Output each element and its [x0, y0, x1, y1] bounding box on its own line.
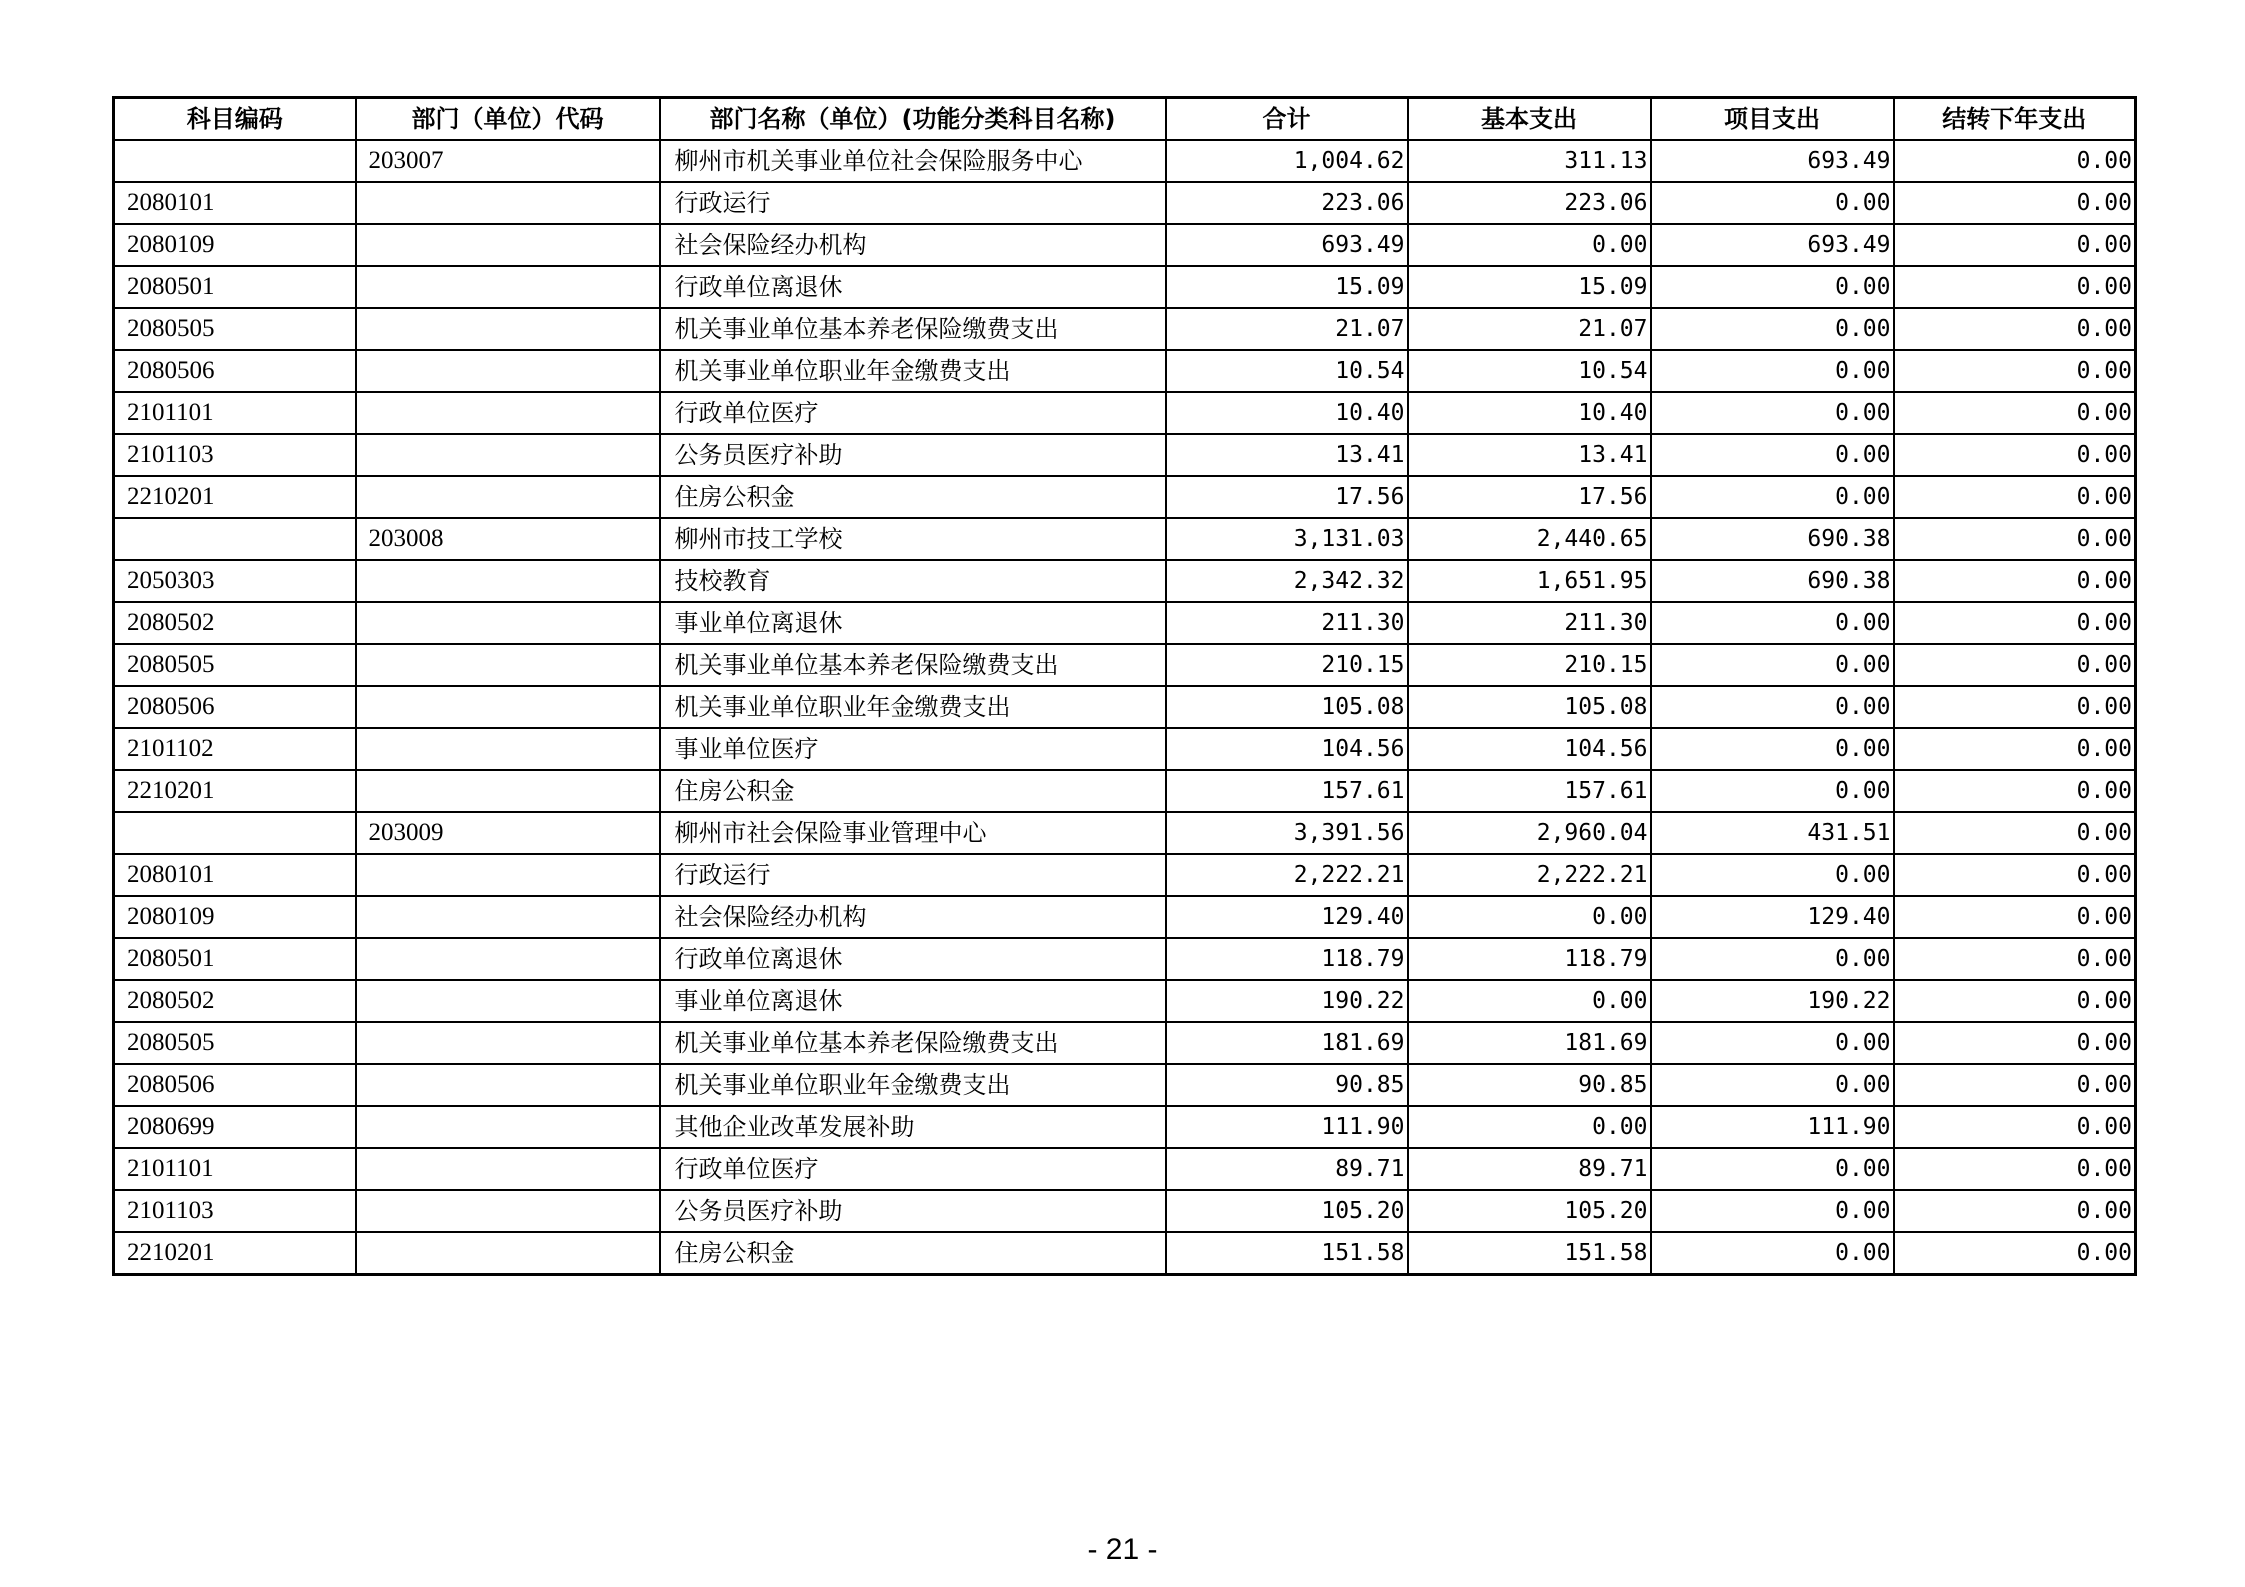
cell-total: 15.09	[1166, 266, 1408, 308]
cell-total: 211.30	[1166, 602, 1408, 644]
table-row	[114, 560, 2136, 602]
cell-dept-code	[356, 728, 660, 770]
cell-carryover-expense: 0.00	[1894, 224, 2136, 266]
table-row	[114, 182, 2136, 224]
cell-subject-code: 2210201	[114, 1232, 356, 1275]
cell-subject-code: 2101101	[114, 1148, 356, 1190]
page-number: - 21 -	[1087, 1533, 1158, 1566]
table-row-department	[114, 812, 2136, 854]
cell-dept-name: 事业单位离退休	[660, 980, 1166, 1022]
cell-project-expense: 0.00	[1651, 1148, 1894, 1190]
cell-subject-code: 2080101	[114, 854, 356, 896]
cell-basic-expense: 181.69	[1408, 1022, 1651, 1064]
cell-dept-code	[356, 1148, 660, 1190]
cell-carryover-expense: 0.00	[1894, 644, 2136, 686]
cell-total: 190.22	[1166, 980, 1408, 1022]
cell-project-expense: 693.49	[1651, 224, 1894, 266]
cell-subject-code: 2080505	[114, 1022, 356, 1064]
header-project-expense: 项目支出	[1651, 98, 1894, 141]
cell-carryover-expense: 0.00	[1894, 392, 2136, 434]
cell-carryover-expense: 0.00	[1894, 980, 2136, 1022]
cell-subject-code: 2101102	[114, 728, 356, 770]
cell-dept-code	[356, 266, 660, 308]
budget-table	[112, 96, 2137, 1276]
header-dept-name: 部门名称（单位）(功能分类科目名称)	[660, 98, 1166, 141]
header-subject-code: 科目编码	[114, 98, 356, 141]
table-row	[114, 602, 2136, 644]
cell-project-expense: 0.00	[1651, 938, 1894, 980]
cell-carryover-expense: 0.00	[1894, 854, 2136, 896]
cell-carryover-expense: 0.00	[1894, 1022, 2136, 1064]
cell-project-expense: 0.00	[1651, 854, 1894, 896]
cell-dept-name: 行政单位离退休	[660, 938, 1166, 980]
cell-subject-code: 2080505	[114, 308, 356, 350]
cell-project-expense: 0.00	[1651, 1022, 1894, 1064]
cell-dept-name: 住房公积金	[660, 770, 1166, 812]
cell-subject-code: 2080502	[114, 980, 356, 1022]
cell-basic-expense: 0.00	[1408, 896, 1651, 938]
cell-basic-expense: 17.56	[1408, 476, 1651, 518]
cell-basic-expense: 0.00	[1408, 1106, 1651, 1148]
cell-dept-code	[356, 392, 660, 434]
cell-carryover-expense: 0.00	[1894, 812, 2136, 854]
cell-subject-code: 2101103	[114, 434, 356, 476]
cell-dept-code	[356, 854, 660, 896]
cell-dept-name: 住房公积金	[660, 476, 1166, 518]
cell-dept-name: 其他企业改革发展补助	[660, 1106, 1166, 1148]
cell-carryover-expense: 0.00	[1894, 602, 2136, 644]
cell-subject-code: 2210201	[114, 476, 356, 518]
cell-project-expense: 0.00	[1651, 644, 1894, 686]
cell-dept-code	[356, 434, 660, 476]
cell-dept-name: 社会保险经办机构	[660, 224, 1166, 266]
cell-dept-code	[356, 476, 660, 518]
cell-dept-name: 事业单位医疗	[660, 728, 1166, 770]
cell-project-expense: 0.00	[1651, 476, 1894, 518]
cell-total: 21.07	[1166, 308, 1408, 350]
cell-basic-expense: 118.79	[1408, 938, 1651, 980]
cell-project-expense: 690.38	[1651, 518, 1894, 560]
cell-dept-code	[356, 770, 660, 812]
cell-dept-name: 机关事业单位基本养老保险缴费支出	[660, 308, 1166, 350]
cell-subject-code: 2080101	[114, 182, 356, 224]
cell-subject-code: 2080506	[114, 1064, 356, 1106]
table-row	[114, 1232, 2136, 1275]
cell-dept-code	[356, 1190, 660, 1232]
table-row	[114, 980, 2136, 1022]
cell-subject-code	[114, 812, 356, 854]
cell-basic-expense: 157.61	[1408, 770, 1651, 812]
cell-project-expense: 0.00	[1651, 434, 1894, 476]
cell-subject-code: 2101103	[114, 1190, 356, 1232]
table-row	[114, 896, 2136, 938]
header-basic-expense: 基本支出	[1408, 98, 1651, 141]
cell-dept-name: 机关事业单位职业年金缴费支出	[660, 1064, 1166, 1106]
cell-total: 105.08	[1166, 686, 1408, 728]
cell-dept-name: 机关事业单位职业年金缴费支出	[660, 686, 1166, 728]
cell-total: 223.06	[1166, 182, 1408, 224]
cell-total: 1,004.62	[1166, 140, 1408, 182]
cell-total: 13.41	[1166, 434, 1408, 476]
cell-dept-code	[356, 308, 660, 350]
cell-carryover-expense: 0.00	[1894, 728, 2136, 770]
cell-dept-name: 行政单位医疗	[660, 1148, 1166, 1190]
cell-carryover-expense: 0.00	[1894, 350, 2136, 392]
cell-dept-code	[356, 1232, 660, 1275]
cell-dept-code: 203008	[356, 518, 660, 560]
cell-dept-code	[356, 602, 660, 644]
cell-project-expense: 0.00	[1651, 1064, 1894, 1106]
cell-basic-expense: 90.85	[1408, 1064, 1651, 1106]
cell-basic-expense: 2,222.21	[1408, 854, 1651, 896]
cell-project-expense: 0.00	[1651, 770, 1894, 812]
cell-project-expense: 0.00	[1651, 686, 1894, 728]
table-row	[114, 770, 2136, 812]
cell-dept-name: 机关事业单位基本养老保险缴费支出	[660, 1022, 1166, 1064]
cell-subject-code: 2080506	[114, 350, 356, 392]
cell-total: 3,391.56	[1166, 812, 1408, 854]
cell-project-expense: 0.00	[1651, 308, 1894, 350]
cell-basic-expense: 151.58	[1408, 1232, 1651, 1275]
cell-total: 157.61	[1166, 770, 1408, 812]
cell-dept-name: 公务员医疗补助	[660, 434, 1166, 476]
cell-subject-code: 2080502	[114, 602, 356, 644]
cell-carryover-expense: 0.00	[1894, 896, 2136, 938]
cell-basic-expense: 89.71	[1408, 1148, 1651, 1190]
cell-project-expense: 690.38	[1651, 560, 1894, 602]
cell-dept-name: 住房公积金	[660, 1232, 1166, 1275]
table-row	[114, 350, 2136, 392]
cell-dept-code	[356, 560, 660, 602]
cell-basic-expense: 311.13	[1408, 140, 1651, 182]
cell-project-expense: 431.51	[1651, 812, 1894, 854]
cell-subject-code: 2080699	[114, 1106, 356, 1148]
table-row	[114, 1022, 2136, 1064]
cell-dept-name: 柳州市技工学校	[660, 518, 1166, 560]
cell-carryover-expense: 0.00	[1894, 1190, 2136, 1232]
cell-dept-code	[356, 182, 660, 224]
cell-dept-name: 机关事业单位职业年金缴费支出	[660, 350, 1166, 392]
cell-project-expense: 0.00	[1651, 350, 1894, 392]
cell-total: 181.69	[1166, 1022, 1408, 1064]
cell-total: 3,131.03	[1166, 518, 1408, 560]
cell-dept-name: 行政运行	[660, 854, 1166, 896]
cell-dept-code	[356, 350, 660, 392]
table-row	[114, 266, 2136, 308]
cell-basic-expense: 105.20	[1408, 1190, 1651, 1232]
cell-subject-code: 2080506	[114, 686, 356, 728]
table-row	[114, 938, 2136, 980]
cell-basic-expense: 211.30	[1408, 602, 1651, 644]
table-row	[114, 1190, 2136, 1232]
table-row-department	[114, 518, 2136, 560]
cell-total: 104.56	[1166, 728, 1408, 770]
cell-dept-name: 技校教育	[660, 560, 1166, 602]
cell-subject-code: 2210201	[114, 770, 356, 812]
cell-dept-name: 行政单位离退休	[660, 266, 1166, 308]
cell-subject-code: 2080109	[114, 224, 356, 266]
cell-carryover-expense: 0.00	[1894, 1106, 2136, 1148]
cell-total: 2,342.32	[1166, 560, 1408, 602]
cell-project-expense: 0.00	[1651, 1232, 1894, 1275]
cell-basic-expense: 105.08	[1408, 686, 1651, 728]
cell-basic-expense: 223.06	[1408, 182, 1651, 224]
cell-dept-name: 公务员医疗补助	[660, 1190, 1166, 1232]
table-row	[114, 854, 2136, 896]
cell-total: 17.56	[1166, 476, 1408, 518]
cell-basic-expense: 104.56	[1408, 728, 1651, 770]
cell-basic-expense: 0.00	[1408, 980, 1651, 1022]
table-row	[114, 644, 2136, 686]
cell-total: 105.20	[1166, 1190, 1408, 1232]
cell-basic-expense: 13.41	[1408, 434, 1651, 476]
cell-subject-code: 2101101	[114, 392, 356, 434]
cell-dept-code	[356, 644, 660, 686]
cell-project-expense: 0.00	[1651, 1190, 1894, 1232]
cell-total: 2,222.21	[1166, 854, 1408, 896]
cell-carryover-expense: 0.00	[1894, 434, 2136, 476]
budget-sheet	[112, 96, 2134, 1276]
cell-dept-code	[356, 1022, 660, 1064]
cell-basic-expense: 210.15	[1408, 644, 1651, 686]
cell-basic-expense: 10.54	[1408, 350, 1651, 392]
cell-total: 210.15	[1166, 644, 1408, 686]
table-row	[114, 476, 2136, 518]
cell-total: 693.49	[1166, 224, 1408, 266]
table-row-department	[114, 140, 2136, 182]
cell-carryover-expense: 0.00	[1894, 770, 2136, 812]
cell-carryover-expense: 0.00	[1894, 476, 2136, 518]
cell-carryover-expense: 0.00	[1894, 560, 2136, 602]
cell-dept-name: 柳州市社会保险事业管理中心	[660, 812, 1166, 854]
cell-dept-code: 203007	[356, 140, 660, 182]
cell-dept-code	[356, 1106, 660, 1148]
cell-total: 111.90	[1166, 1106, 1408, 1148]
cell-dept-code	[356, 686, 660, 728]
cell-carryover-expense: 0.00	[1894, 1232, 2136, 1275]
cell-project-expense: 693.49	[1651, 140, 1894, 182]
cell-subject-code: 2080505	[114, 644, 356, 686]
cell-dept-name: 行政单位医疗	[660, 392, 1166, 434]
cell-project-expense: 129.40	[1651, 896, 1894, 938]
cell-project-expense: 111.90	[1651, 1106, 1894, 1148]
cell-dept-code	[356, 938, 660, 980]
cell-project-expense: 190.22	[1651, 980, 1894, 1022]
cell-total: 90.85	[1166, 1064, 1408, 1106]
cell-basic-expense: 0.00	[1408, 224, 1651, 266]
cell-carryover-expense: 0.00	[1894, 266, 2136, 308]
cell-subject-code: 2080109	[114, 896, 356, 938]
cell-project-expense: 0.00	[1651, 266, 1894, 308]
header-dept-code: 部门（单位）代码	[356, 98, 660, 141]
cell-carryover-expense: 0.00	[1894, 1064, 2136, 1106]
cell-subject-code	[114, 140, 356, 182]
cell-total: 10.40	[1166, 392, 1408, 434]
cell-total: 10.54	[1166, 350, 1408, 392]
cell-basic-expense: 21.07	[1408, 308, 1651, 350]
cell-dept-name: 事业单位离退休	[660, 602, 1166, 644]
cell-project-expense: 0.00	[1651, 182, 1894, 224]
cell-carryover-expense: 0.00	[1894, 1148, 2136, 1190]
table-row	[114, 392, 2136, 434]
cell-dept-code	[356, 224, 660, 266]
cell-subject-code	[114, 518, 356, 560]
table-row	[114, 224, 2136, 266]
table-row	[114, 1106, 2136, 1148]
table-row	[114, 686, 2136, 728]
table-row	[114, 434, 2136, 476]
cell-total: 151.58	[1166, 1232, 1408, 1275]
cell-dept-name: 柳州市机关事业单位社会保险服务中心	[660, 140, 1166, 182]
cell-subject-code: 2050303	[114, 560, 356, 602]
cell-subject-code: 2080501	[114, 938, 356, 980]
cell-total: 129.40	[1166, 896, 1408, 938]
table-header-row	[114, 98, 2136, 141]
table-row	[114, 308, 2136, 350]
cell-dept-name: 机关事业单位基本养老保险缴费支出	[660, 644, 1166, 686]
cell-dept-code	[356, 980, 660, 1022]
cell-basic-expense: 1,651.95	[1408, 560, 1651, 602]
cell-project-expense: 0.00	[1651, 602, 1894, 644]
cell-carryover-expense: 0.00	[1894, 140, 2136, 182]
cell-carryover-expense: 0.00	[1894, 518, 2136, 560]
cell-basic-expense: 15.09	[1408, 266, 1651, 308]
cell-basic-expense: 10.40	[1408, 392, 1651, 434]
table-row	[114, 1064, 2136, 1106]
cell-dept-code	[356, 1064, 660, 1106]
cell-total: 118.79	[1166, 938, 1408, 980]
cell-dept-code: 203009	[356, 812, 660, 854]
table-row	[114, 1148, 2136, 1190]
cell-dept-code	[356, 896, 660, 938]
cell-dept-name: 行政运行	[660, 182, 1166, 224]
cell-carryover-expense: 0.00	[1894, 182, 2136, 224]
cell-project-expense: 0.00	[1651, 392, 1894, 434]
table-row	[114, 728, 2136, 770]
header-carryover-expense: 结转下年支出	[1894, 98, 2136, 141]
cell-basic-expense: 2,440.65	[1408, 518, 1651, 560]
cell-carryover-expense: 0.00	[1894, 938, 2136, 980]
cell-carryover-expense: 0.00	[1894, 308, 2136, 350]
cell-subject-code: 2080501	[114, 266, 356, 308]
cell-dept-name: 社会保险经办机构	[660, 896, 1166, 938]
cell-project-expense: 0.00	[1651, 728, 1894, 770]
header-total: 合计	[1166, 98, 1408, 141]
table-body	[114, 140, 2136, 1275]
cell-basic-expense: 2,960.04	[1408, 812, 1651, 854]
cell-total: 89.71	[1166, 1148, 1408, 1190]
cell-carryover-expense: 0.00	[1894, 686, 2136, 728]
